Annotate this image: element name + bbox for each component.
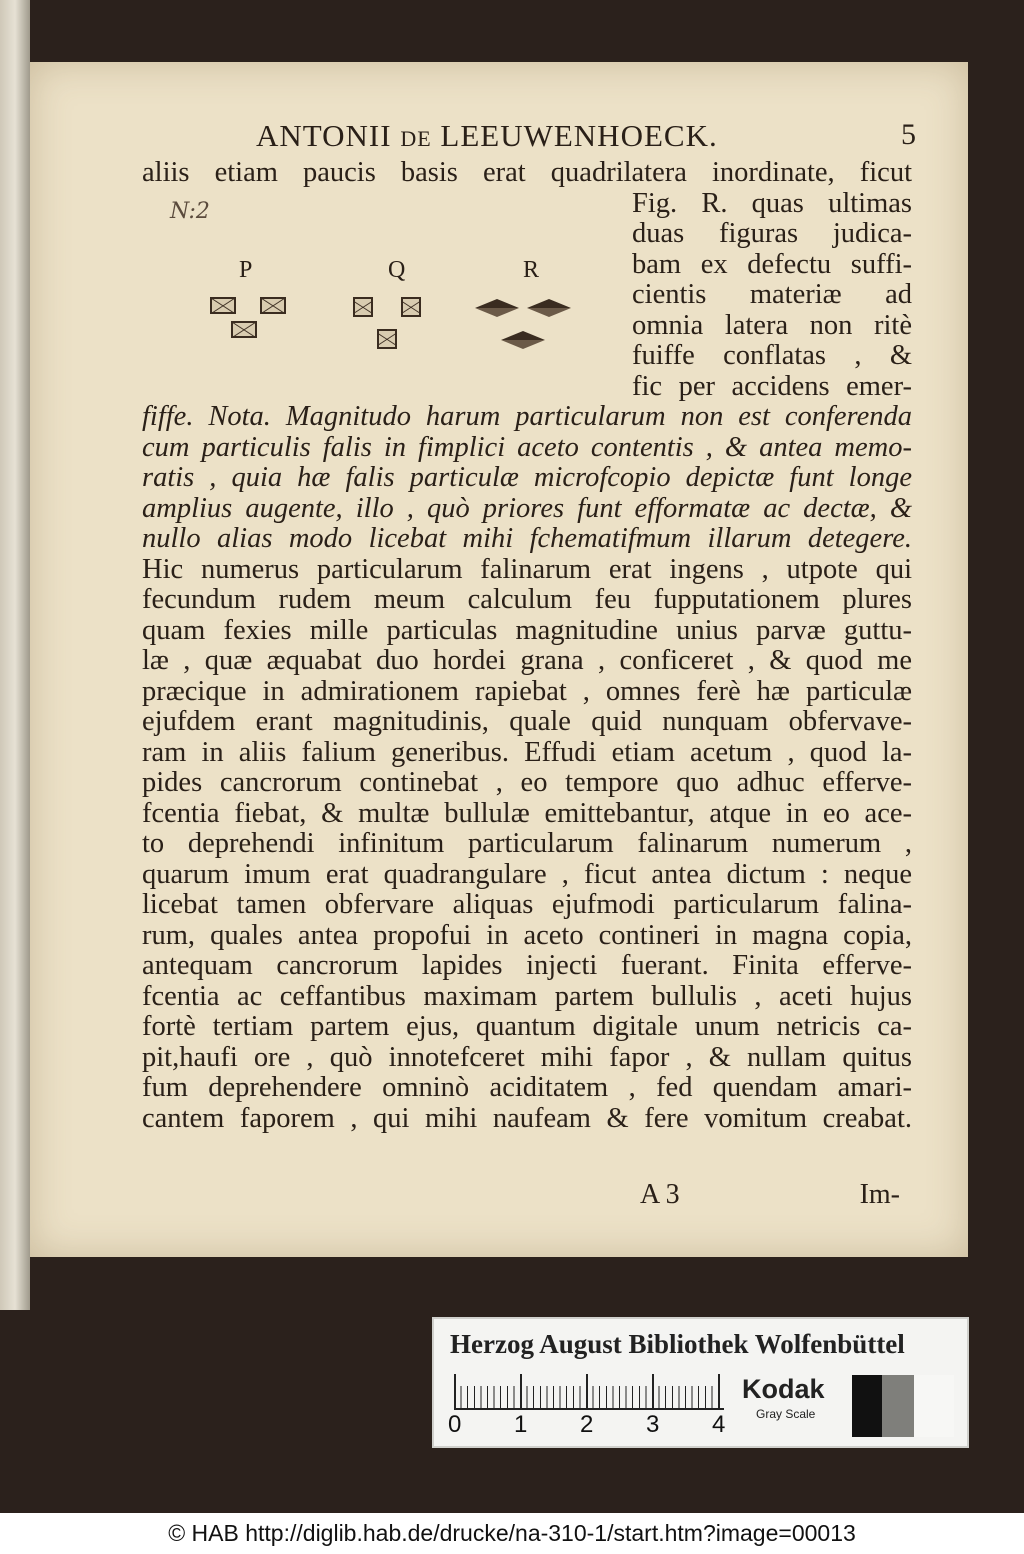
text-line: to deprehendi infinitum particularum falinarum numerum ,	[142, 828, 912, 859]
text-line: fcentia fiebat, & multæ bullulæ emittebantur, atque in eo ace-	[142, 797, 912, 829]
text-line: Hic numerus particularum falinarum erat ingens , utpote qui	[142, 553, 912, 585]
text-line: fecundum rudem meum calculum feu fupputationem plures	[142, 584, 912, 615]
text-line: quam fexies mille particulas magnitudine unius parvæ guttu-	[142, 614, 912, 646]
ruler-number: 3	[646, 1411, 660, 1438]
text-line: duas figuras judica-	[632, 218, 912, 249]
page-number: 5	[901, 118, 916, 151]
text-line: fortè tertiam partem ejus, quantum digitale unum netricis ca-	[142, 1011, 912, 1042]
body-text	[142, 158, 912, 1134]
kodak-logo: Kodak	[742, 1374, 825, 1404]
catchword: Im-	[859, 1179, 900, 1210]
ruler-scale	[454, 1374, 724, 1410]
signature-mark: A 3	[640, 1179, 680, 1210]
text-line: quarum imum erat quadrangulare , ficut antea dictum : neque	[142, 858, 912, 890]
text-line: fcentia ac ceffantibus maximam partem bullulis , aceti hujus	[142, 980, 912, 1012]
text-line: Fig. R. quas ultimas	[632, 187, 912, 219]
text-line: aliis etiam paucis basis erat quadrilatera inordinate, ficut	[142, 157, 912, 188]
ruler-number: 4	[712, 1411, 726, 1438]
running-title: ANTONII DE LEEUWENHOECK.	[256, 118, 718, 153]
text-line: ejufdem erant magnitudinis, quale quid nunquam obfervave-	[142, 706, 912, 737]
swatch-black	[852, 1375, 882, 1437]
text-line: fiffe. Nota. Magnitudo harum particularum non est conferenda	[142, 401, 912, 432]
ruler-number: 1	[514, 1411, 528, 1438]
text-line: læ , quæ æquabat duo hordei grana , conficeret , & quod me	[142, 645, 912, 676]
text-line: nullo alias modo licebat mihi fchematifmum illarum detegere.	[142, 523, 912, 554]
text-line: licebat tamen obfervare aliquas ejufmodi particularum falina-	[142, 889, 912, 920]
text-line: cum particulis falis in fimplici aceto contentis , & antea memo-	[142, 431, 912, 463]
gray-scale-label: Gray Scale	[756, 1407, 816, 1421]
color-reference-card	[432, 1317, 969, 1448]
text-line: rum, quales antea propofui in aceto contineri in magna copia,	[142, 919, 912, 951]
text-line: ram in aliis falium generibus. Effudi etiam acetum , quod la-	[142, 736, 912, 768]
copyright-footer: © HAB http://diglib.hab.de/drucke/na-310-1/start.htm?image=00013	[0, 1513, 1024, 1554]
margin-note: N:2	[170, 199, 210, 224]
swatch-white	[914, 1375, 954, 1437]
book-edge	[0, 0, 30, 1310]
text-line: fuiffe conflatas , &	[632, 340, 912, 371]
text-line: fic per accidens emer-	[632, 370, 912, 402]
figure-label-p: P	[239, 257, 253, 283]
text-line: cantem faporem , qui mihi naufeam & fere vomitum creabat.	[142, 1102, 912, 1134]
ruler-number: 0	[448, 1411, 462, 1438]
text-line: fum deprehendere omninò aciditatem , fed quendam amari-	[142, 1072, 912, 1103]
figure-label-q: Q	[388, 257, 406, 283]
text-line: ratis , quia hæ falis particulæ microfcopio depictæ funt longe	[142, 462, 912, 493]
ruler-number: 2	[580, 1411, 594, 1438]
text-line: pides cancrorum continebat , eo tempore quo adhuc efferve-	[142, 767, 912, 798]
text-line: amplius augente, illo , quò priores funt efformatæ ac dectæ, &	[142, 492, 912, 524]
text-line: bam ex defectu suffi-	[632, 248, 912, 280]
text-line: pit,haufi ore , quò innotefceret mihi fapor , & nullam quitus	[142, 1041, 912, 1073]
text-line: antequam cancrorum lapides injecti fuerant. Finita efferve-	[142, 950, 912, 981]
library-name: Herzog August Bibliothek Wolfenbüttel	[450, 1329, 905, 1359]
text-line: præcique in admirationem rapiebat , omnes ferè hæ particulæ	[142, 675, 912, 707]
swatch-gray	[882, 1375, 914, 1437]
text-line: omnia latera non ritè	[632, 309, 912, 341]
text-line: cientis materiæ ad	[632, 279, 912, 310]
book-page	[30, 62, 968, 1257]
ruler-numbers	[448, 1411, 748, 1439]
figure-label-r: R	[523, 257, 540, 283]
